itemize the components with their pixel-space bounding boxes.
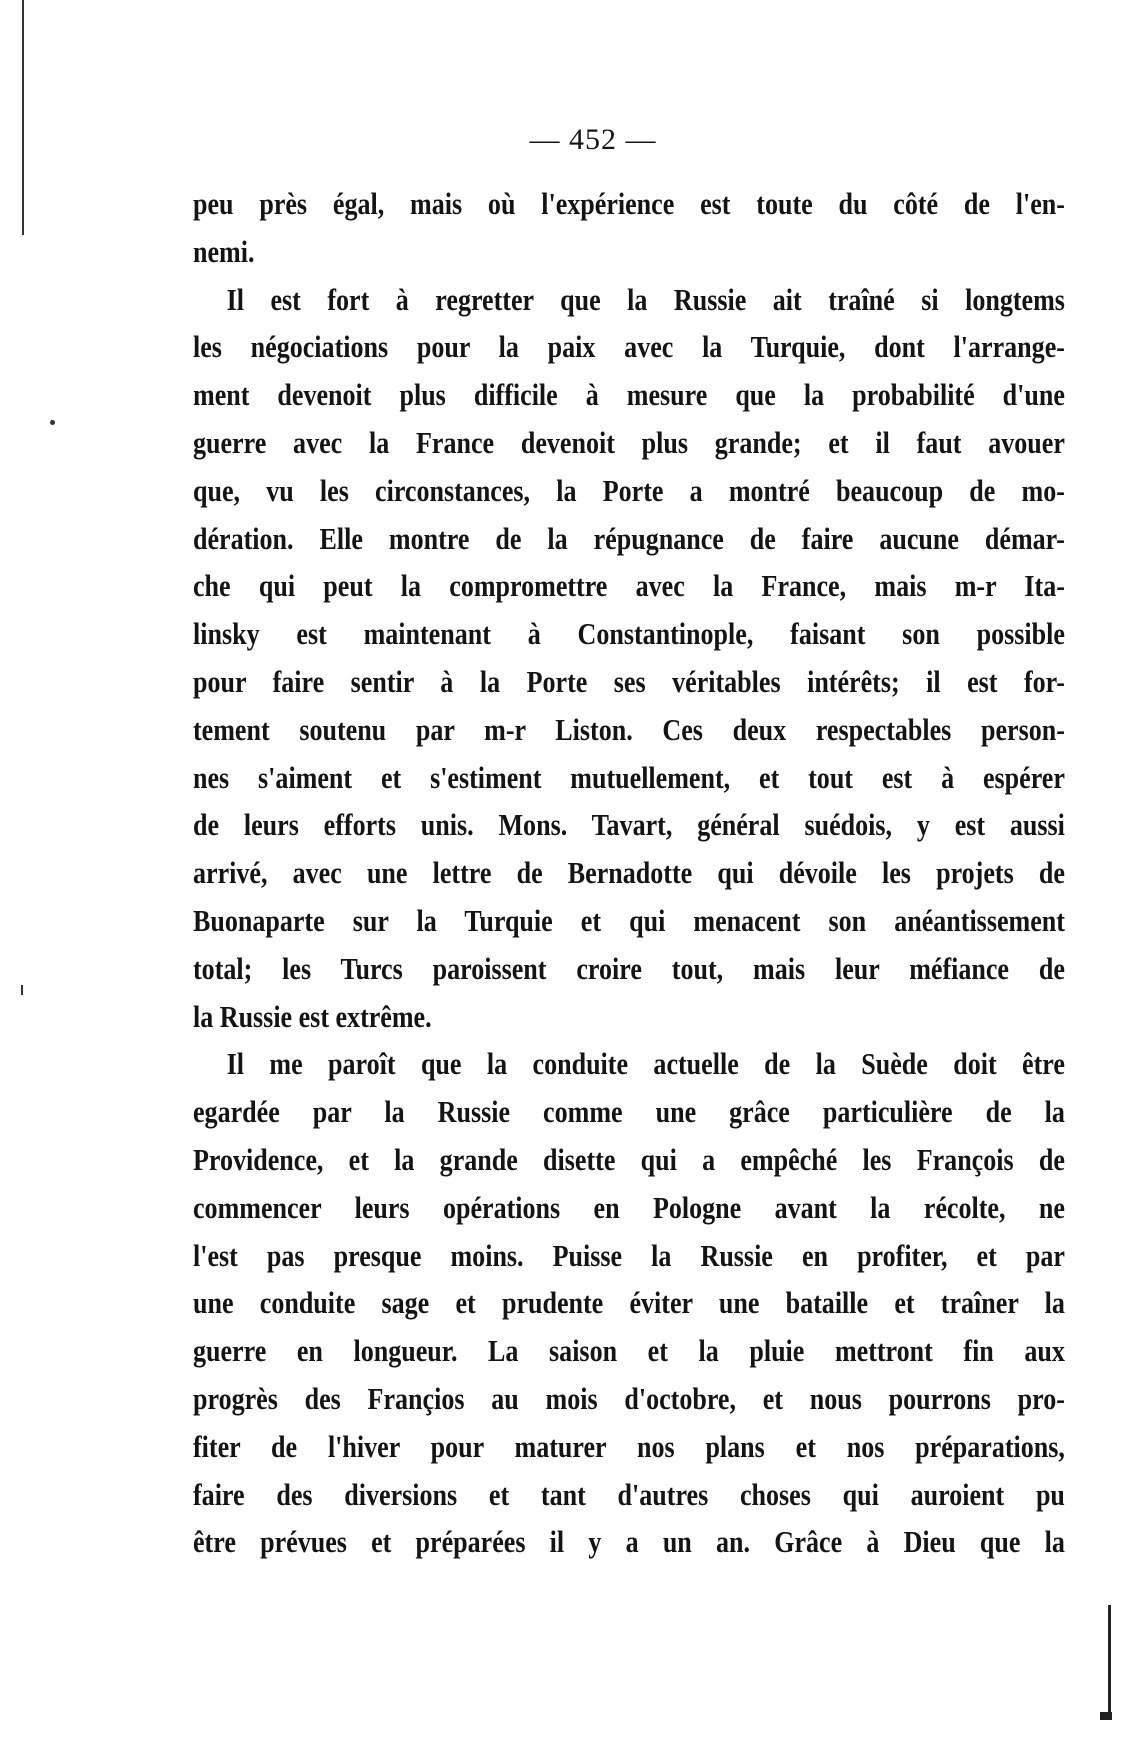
- text-line: arrivé, avec une lettre de Bernadotte qui dévoile les projets de: [193, 855, 1065, 891]
- scan-edge-mark-foot: [1100, 1712, 1112, 1720]
- text-line: être prévues et préparées il y a un an. Grâce à Dieu que la: [193, 1524, 1065, 1560]
- text-line: nemi.: [193, 233, 255, 269]
- text-line: guerre en longueur. La saison et la pluie mettront fin aux: [193, 1333, 1065, 1369]
- text-line: guerre avec la France devenoit plus grande; et il faut avouer: [193, 424, 1065, 460]
- page-number: — 452 —: [529, 123, 657, 156]
- text-line: egardée par la Russie comme une grâce particulière de la: [193, 1094, 1065, 1130]
- text-line: total; les Turcs paroissent croire tout, mais leur méfiance de: [193, 950, 1065, 986]
- text-line: Providence, et la grande disette qui a empêché les François de: [193, 1141, 1065, 1177]
- scan-speck: [50, 420, 55, 425]
- scan-edge-mark: [21, 985, 23, 995]
- scan-edge-line: [22, 0, 24, 235]
- text-line: ment devenoit plus difficile à mesure que la probabilité d'une: [193, 377, 1065, 413]
- scan-edge-mark-right: [1108, 1605, 1111, 1720]
- text-line: que, vu les circonstances, la Porte a montré beaucoup de mo-: [193, 472, 1065, 508]
- text-line: Il me paroît que la conduite actuelle de la Suède doit être: [226, 1046, 1065, 1082]
- text-line: les négociations pour la paix avec la Turquie, dont l'arrange-: [193, 329, 1065, 365]
- text-line: nes s'aiment et s'estiment mutuellement, et tout est à espérer: [193, 759, 1065, 795]
- text-line: faire des diversions et tant d'autres choses qui auroient pu: [193, 1476, 1065, 1512]
- text-line: Il est fort à regretter que la Russie ait traîné si longtems: [226, 281, 1065, 317]
- text-line: tement soutenu par m-r Liston. Ces deux respectables person-: [193, 711, 1065, 747]
- text-line: Buonaparte sur la Turquie et qui menacent son anéantissement: [193, 902, 1065, 938]
- text-line: dération. Elle montre de la répugnance de faire aucune démar-: [193, 520, 1065, 556]
- text-line: de leurs efforts unis. Mons. Tavart, général suédois, y est aussi: [193, 807, 1065, 843]
- text-line: peu près égal, mais où l'expérience est toute du côté de l'en-: [193, 186, 1065, 221]
- text-line: che qui peut la compromettre avec la France, mais m-r Ita-: [193, 568, 1065, 604]
- text-line: pour faire sentir à la Porte ses véritables intérêts; il est for-: [193, 663, 1065, 699]
- text-line: fiter de l'hiver pour maturer nos plans et nos préparations,: [193, 1428, 1065, 1464]
- text-line: l'est pas presque moins. Puisse la Russie en profiter, et par: [193, 1237, 1065, 1273]
- text-line: progrès des Françios au mois d'octobre, et nous pourrons pro-: [193, 1380, 1065, 1416]
- body-text: [193, 180, 1065, 1566]
- text-line: une conduite sage et prudente éviter une bataille et traîner la: [193, 1285, 1065, 1321]
- text-line: linsky est maintenant à Constantinople, faisant son possible: [193, 616, 1065, 652]
- text-line: la Russie est extrême.: [193, 998, 432, 1034]
- text-line: commencer leurs opérations en Pologne avant la récolte, ne: [193, 1189, 1065, 1225]
